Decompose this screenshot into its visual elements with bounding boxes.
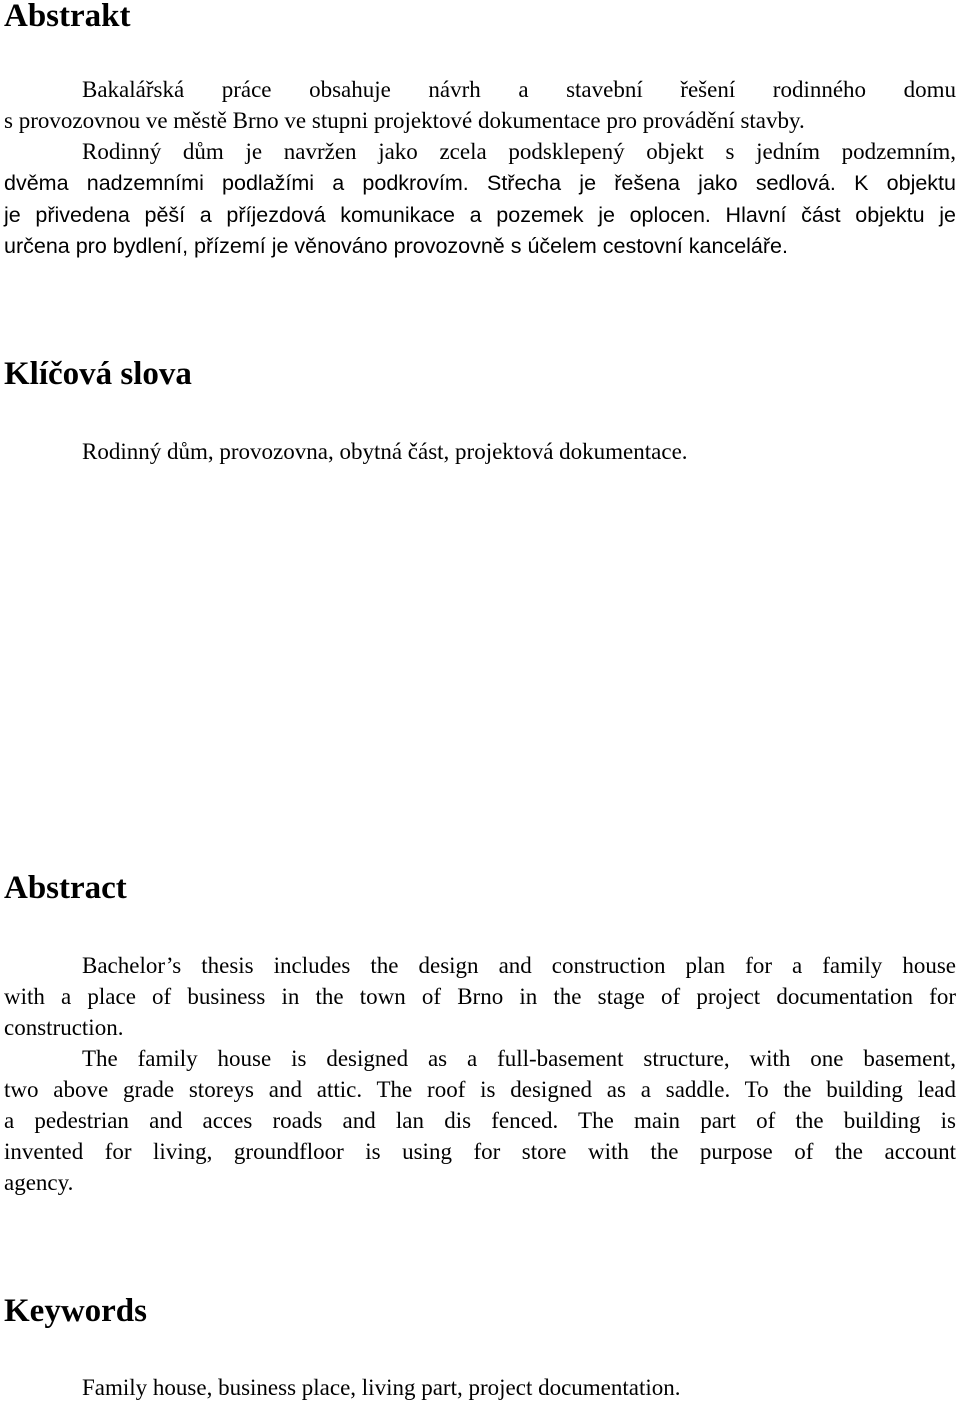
abstract-heading: Abstract: [4, 870, 127, 906]
abstract-p2-line-4: invented for living, groundfloor is using for store with the purpose of the account: [4, 1139, 956, 1164]
abstrakt-p1-line-2: s provozovnou ve městě Brno ve stupni projektové dokumentace pro provádění stavby.: [4, 108, 805, 133]
keywords-text: Family house, business place, living part, project documentation.: [82, 1375, 681, 1400]
abstrakt-p2-line-4: určena pro bydlení, přízemí je věnováno provozovně s účelem cestovní kanceláře.: [4, 234, 788, 258]
klicova-slova-heading: Klíčová slova: [4, 356, 192, 392]
klicova-slova-text: Rodinný dům, provozovna, obytná část, projektová dokumentace.: [82, 439, 688, 464]
abstrakt-p2-line-3-a: je přivedena pěší a příjezdová komunikace a pozemek je oplocen.: [4, 203, 711, 227]
abstract-p1-line-2: with a place of business in the town of Brno in the stage of project documentation for: [4, 984, 956, 1009]
abstrakt-heading: Abstrakt: [4, 0, 131, 34]
abstract-p1-line-3: construction.: [4, 1015, 124, 1040]
abstract-p2-line-1: The family house is designed as a full-basement structure, with one basement,: [82, 1046, 956, 1071]
abstrakt-p2-line-2: [4, 167, 956, 199]
abstrakt-p1-line-1: Bakalářská práce obsahuje návrh a stavební řešení rodinného domu: [82, 77, 956, 102]
keywords-heading: Keywords: [4, 1293, 147, 1329]
abstract-paragraph-1: [4, 950, 956, 1043]
abstract-p2-line-3: a pedestrian and acces roads and lan dis fenced. The main part of the building is: [4, 1108, 956, 1133]
abstrakt-paragraph-1: [4, 74, 956, 136]
abstrakt-p2-line-1: Rodinný dům je navržen jako zcela podsklepený objekt s jedním podzemním,: [82, 139, 956, 164]
abstract-p2-line-2: two above grade storeys and attic. The roof is designed as a saddle. To the building lead: [4, 1077, 956, 1102]
abstrakt-paragraph-2: [4, 136, 956, 262]
abstrakt-p2-line-2-a: dvěma nadzemními podlažími a podkrovím.: [4, 171, 469, 195]
abstrakt-p2-line-2-b: Střecha je řešena jako sedlová. K objektu: [468, 171, 956, 195]
abstrakt-p2-line-3: [4, 199, 956, 231]
abstract-p1-line-1: Bachelor’s thesis includes the design and construction plan for a family house: [82, 953, 956, 978]
abstrakt-p2-line-3-b: Hlavní část objektu je: [710, 203, 956, 227]
abstract-p2-line-5: agency.: [4, 1170, 74, 1195]
abstract-paragraph-2: [4, 1043, 956, 1198]
abstrakt-body: [4, 74, 956, 262]
abstract-body: [4, 950, 956, 1198]
